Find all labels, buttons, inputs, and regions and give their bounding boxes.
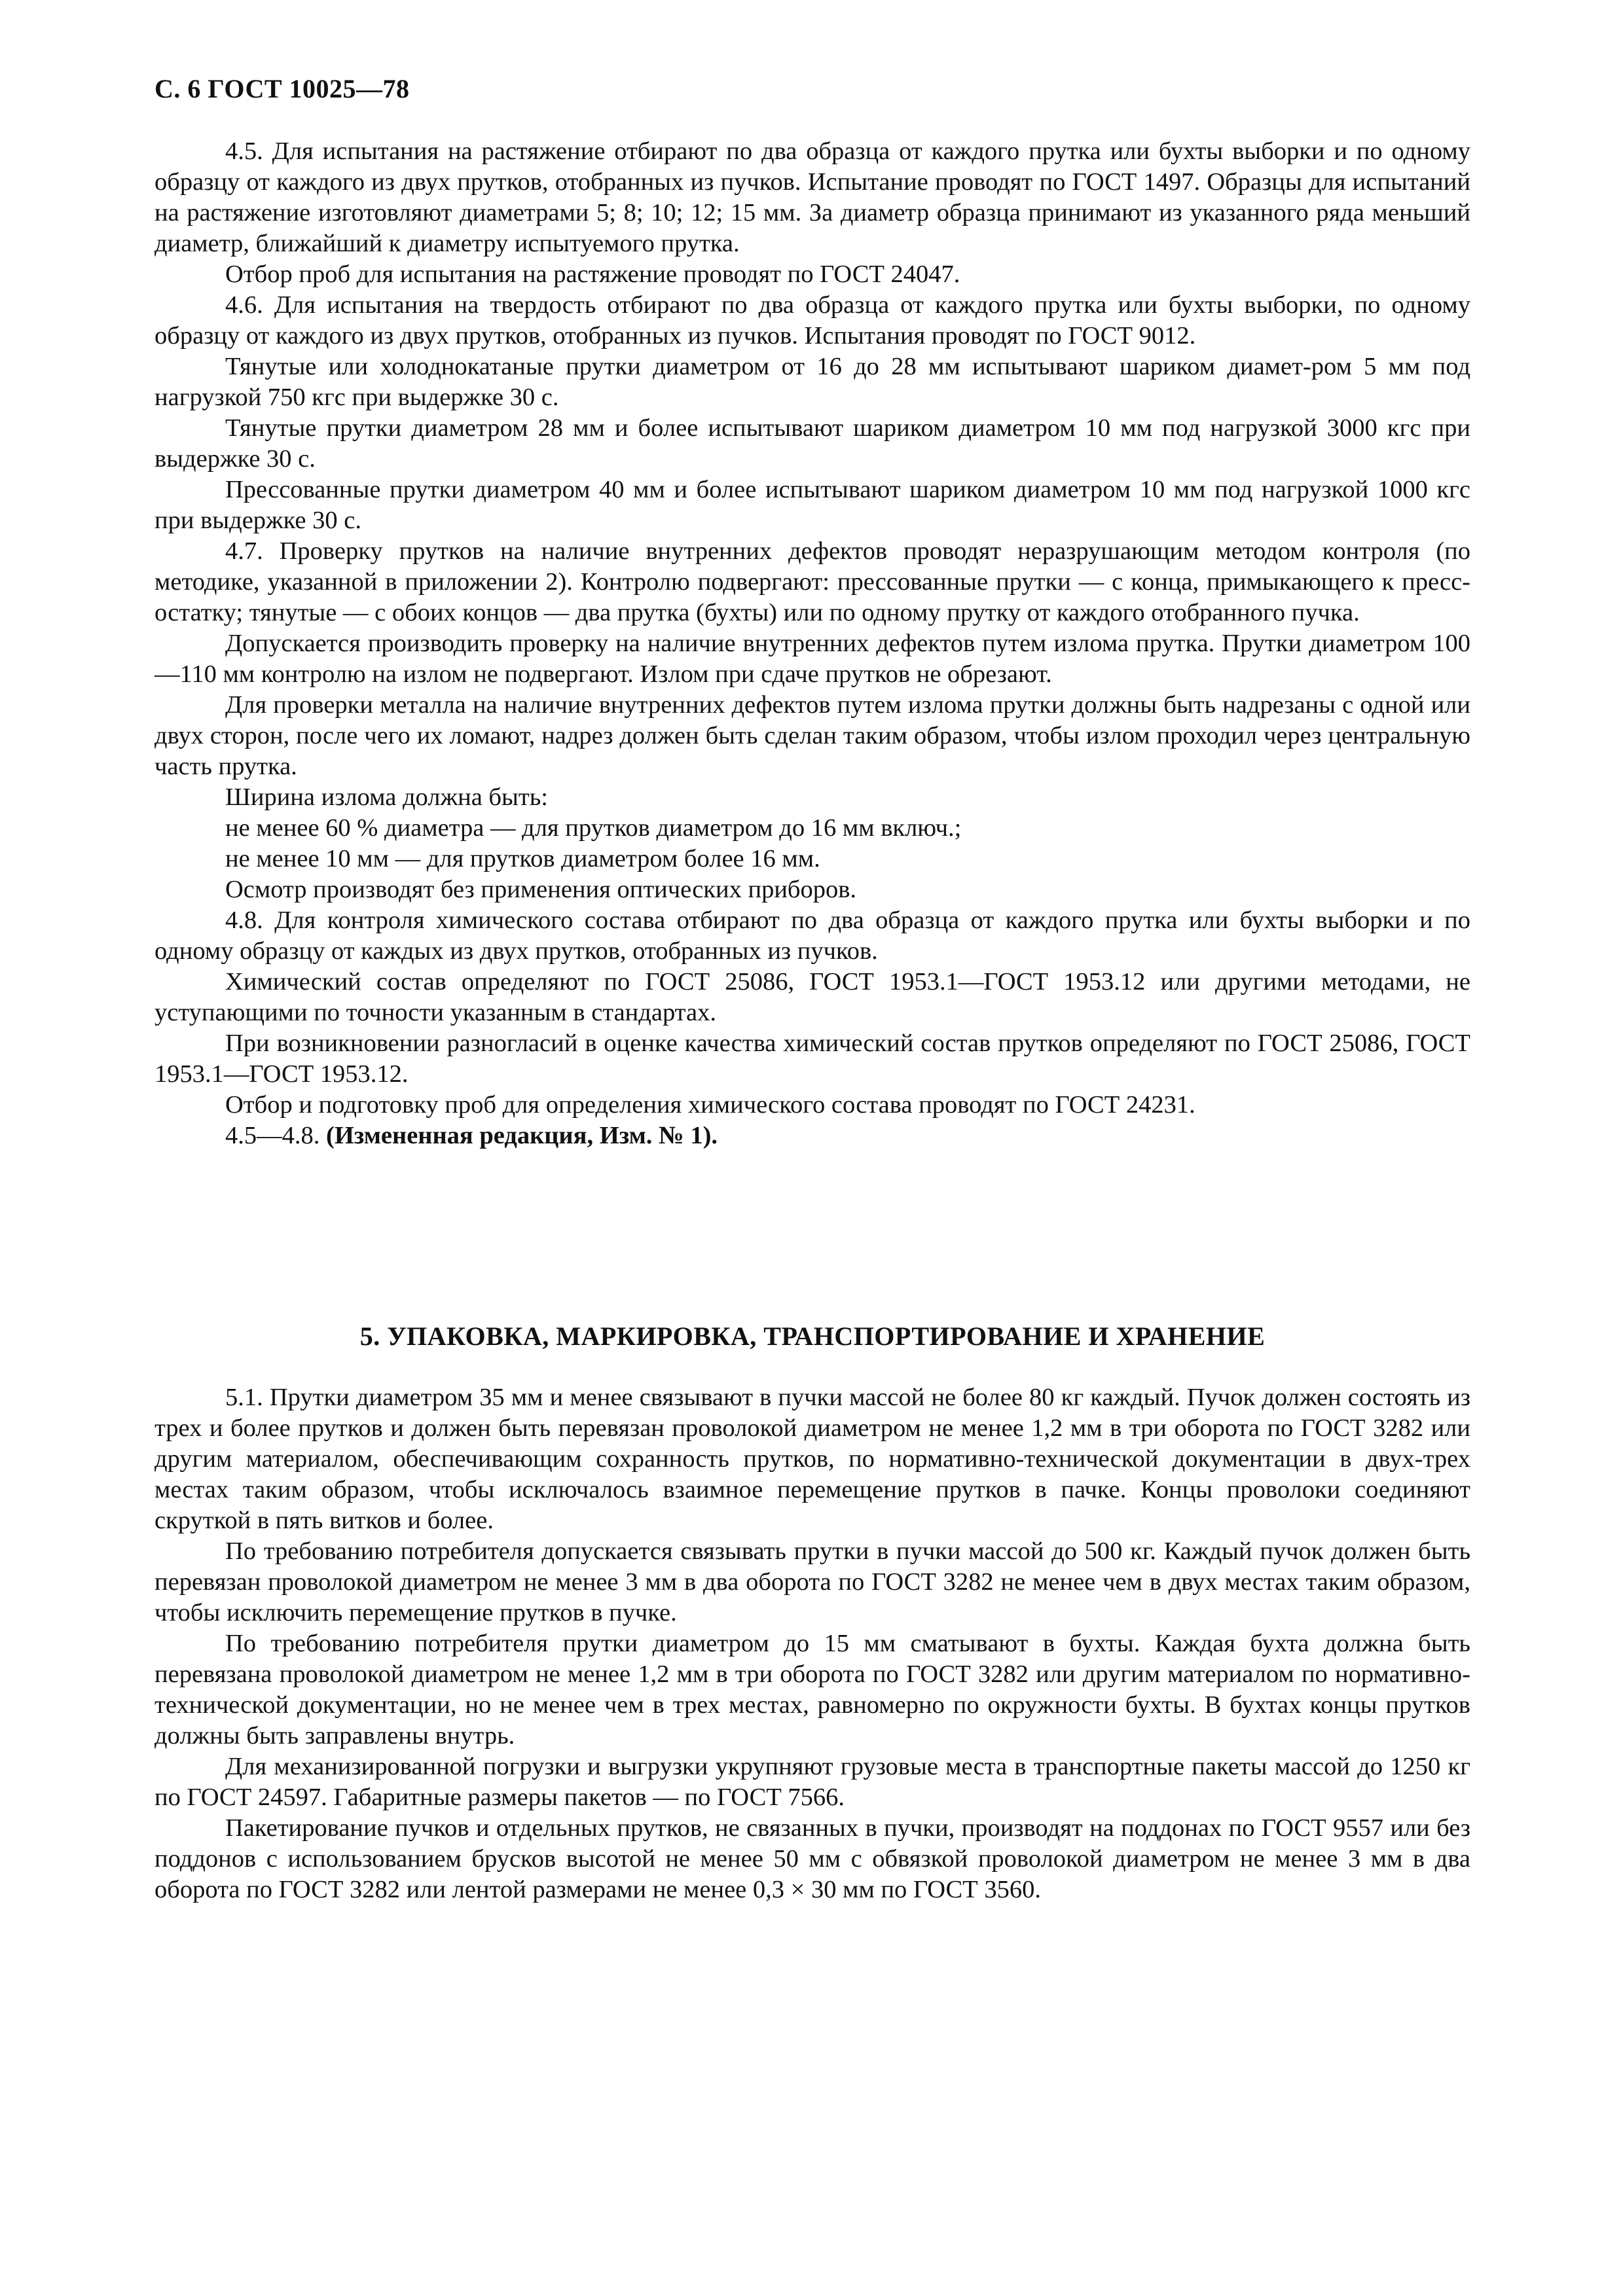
- paragraph-4-8: 4.8. Для контроля химического состава отбирают по два образца от каждого прутка или бухты выборки и по одному образцу от каждых из двух прутков, отобранных из пучков.: [155, 906, 1470, 965]
- paragraph-4-7-width-item-1: не менее 60 % диаметра — для прутков диаметром до 16 мм включ.;: [225, 814, 962, 842]
- section-5-heading: 5. УПАКОВКА, МАРКИРОВКА, ТРАНСПОРТИРОВАНИЕ И ХРАНЕНИЕ: [359, 1321, 1266, 1351]
- paragraph-4-7-fracture: Допускается производить проверку на наличие внутренних дефектов путем излома прутка. Прутки диаметром 100—110 мм контролю на излом не подвергают. Излом при сдаче прутков не обрезают.: [155, 630, 1470, 688]
- paragraph-4-6-pressed: Прессованные прутки диаметром 40 мм и более испытывают шариком диаметром 10 мм под нагрузкой 1000 кгс при выдержке 30 с.: [155, 476, 1470, 534]
- paragraph-4-7-inspection: Осмотр производят без применения оптических приборов.: [225, 876, 857, 903]
- page-header: С. 6 ГОСТ 10025—78: [155, 74, 410, 103]
- paragraph-4-5: 4.5. Для испытания на растяжение отбирают по два образца от каждого прутка или бухты выборки и по одному образцу от каждого из двух прутков, отобранных из пучков. Испытание проводят по ГОСТ 1497. Образцы для испытаний на растяжение изготовляют диаметрами 5; 8; 10; 12; 15 мм. За диаметр образца принимают из указанного ряда меньший диаметр, ближайший к диаметру испытуемого прутка.: [155, 137, 1470, 257]
- paragraph-5-1: 5.1. Прутки диаметром 35 мм и менее связывают в пучки массой не более 80 кг каждый. Пучок должен состоять из трех и более прутков и должен быть перевязан проволокой диаметром не менее 1,2 мм в три оборота по ГОСТ 3282 или другим материалом, обеспечивающим сохранность прутков, по нормативно-технической документации в двух-трех местах таким образом, чтобы исключалось взаимное перемещение прутков в пачке. Концы проволоки соединяют скруткой в пять витков и более.: [155, 1384, 1470, 1534]
- amendment-prefix: 4.5—4.8.: [225, 1122, 326, 1149]
- paragraph-4-5-sampling: Отбор проб для испытания на растяжение проводят по ГОСТ 24047.: [225, 260, 960, 288]
- section-5-body: [155, 1382, 1470, 1905]
- paragraph-4-6: 4.6. Для испытания на твердость отбирают по два образца от каждого прутка или бухты выборки, по одному образцу от каждого из двух прутков, отобранных из пучков. Испытания проводят по ГОСТ 9012.: [155, 291, 1470, 350]
- paragraph-4-8-disputes: При возникновении разногласий в оценке качества химический состав прутков определяют по ГОСТ 25086, ГОСТ 1953.1—ГОСТ 1953.12.: [155, 1030, 1470, 1088]
- paragraph-5-1-packages: Для механизированной погрузки и выгрузки укрупняют грузовые места в транспортные пакеты массой до 1250 кг по ГОСТ 24597. Габаритные размеры пакетов — по ГОСТ 7566.: [155, 1753, 1470, 1811]
- paragraph-4-6-cold-rolled: Тянутые или холоднокатаные прутки диаметром от 16 до 28 мм испытывают шариком диамет-ром 5 мм под нагрузкой 750 кгс при выдержке 30 с.: [155, 353, 1470, 411]
- paragraph-5-1-palletizing: Пакетирование пучков и отдельных прутков, не связанных в пучки, производят на поддонах по ГОСТ 9557 или без поддонов с использованием брусков высотой не менее 50 мм с обвязкой проволокой диаметром не менее 3 мм в два оборота по ГОСТ 3282 или лентой размерами не менее 0,3 × 30 мм по ГОСТ 3560.: [155, 1814, 1470, 1903]
- amendment-note: [155, 1121, 1470, 1151]
- paragraph-4-6-drawn: Тянутые прутки диаметром 28 мм и более испытывают шариком диаметром 10 мм под нагрузкой 3000 кгс при выдержке 30 с.: [155, 414, 1470, 473]
- paragraph-4-7-width-intro: Ширина излома должна быть:: [225, 783, 548, 811]
- paragraph-5-1-coils: По требованию потребителя прутки диаметром до 15 мм сматывают в бухты. Каждая бухта должна быть перевязана проволокой диаметром не менее 1,2 мм в три оборота по ГОСТ 3282 или другим материалом по нормативно-технической документации, но не менее чем в трех местах, равномерно по окружности бухты. В бухтах концы прутков должны быть заправлены внутрь.: [155, 1630, 1470, 1749]
- paragraph-4-8-sampling: Отбор и подготовку проб для определения химического состава проводят по ГОСТ 24231.: [225, 1091, 1195, 1119]
- section-4-continuation: [155, 136, 1470, 1151]
- amendment-label: (Измененная редакция, Изм. № 1).: [326, 1122, 718, 1149]
- paragraph-4-7-width-item-2: не менее 10 мм — для прутков диаметром более 16 мм.: [225, 845, 820, 872]
- paragraph-4-7: 4.7. Проверку прутков на наличие внутренних дефектов проводят неразрушающим методом контроля (по методике, указанной в приложении 2). Контролю подвергают: прессованные прутки — с конца, примыкающего к пресс-остатку; тянутые — с обоих концов — два прутка (бухты) или по одному прутку от каждого отобранного пучка.: [155, 537, 1470, 626]
- paragraph-5-1-heavy-bundles: По требованию потребителя допускается связывать прутки в пучки массой до 500 кг. Каждый пучок должен быть перевязан проволокой диаметром не менее 3 мм в два оборота по ГОСТ 3282 не менее чем в двух местах таким образом, чтобы исключить перемещение прутков в пучке.: [155, 1537, 1470, 1626]
- paragraph-4-8-methods: Химический состав определяют по ГОСТ 25086, ГОСТ 1953.1—ГОСТ 1953.12 или другими методами, не уступающими по точности указанным в стандартах.: [155, 968, 1470, 1026]
- paragraph-4-7-notch: Для проверки металла на наличие внутренних дефектов путем излома прутки должны быть надрезаны с одной или двух сторон, после чего их ломают, надрез должен быть сделан таким образом, чтобы излом проходил через центральную часть прутка.: [155, 691, 1470, 780]
